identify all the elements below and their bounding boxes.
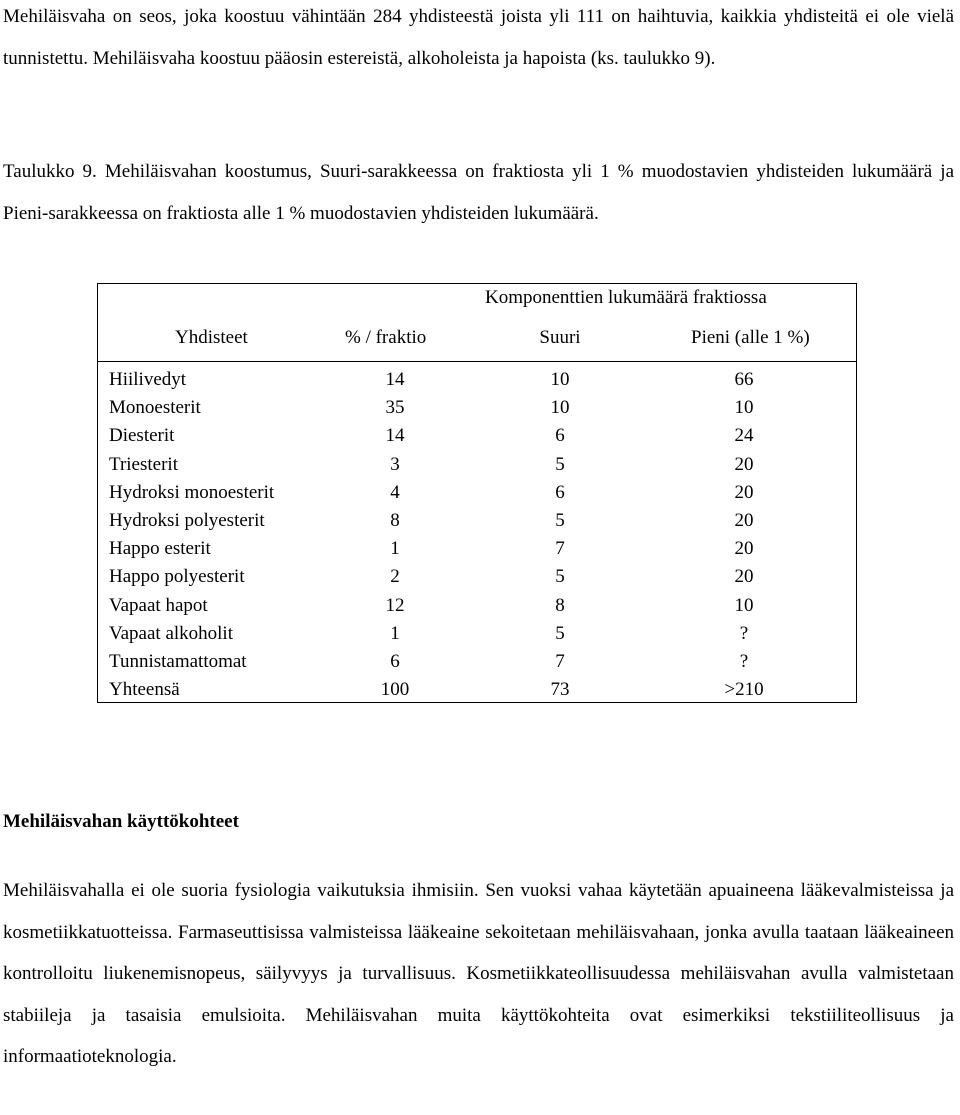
row-percent: 1 (390, 622, 400, 644)
intro-paragraph: Mehiläisvaha on seos, joka koostuu vähintään 284 yhdisteestä joista yli 111 on haihtuvia, kaikkia yhdisteitä ei ole vielä tunnistettu. Mehiläisvaha koostuu pääosin estereistä, alkoholeista ja hapoista (ks. taulukko 9). (3, 6, 954, 69)
row-large-count: 73 (550, 679, 570, 701)
row-small-count: 10 (734, 594, 754, 616)
row-percent: 14 (385, 425, 405, 447)
row-name: Hydroksi monoesterit (109, 481, 275, 503)
row-large-count: 10 (550, 369, 570, 390)
uses-paragraph: Mehiläisvahalla ei ole suoria fysiologia vaikutuksia ihmisiin. Sen vuoksi vahaa käytetään apuaineena lääkevalmisteissa ja kosmetiikkatuotteissa. Farmaseuttisissa valmisteissa lääkeaine sekoitetaan mehiläisvahaan, jonka avulla taataan lääkeaineen kontrolloitu liukenemisnopeus, säilyvyys ja turvallisuus. Kosmetiikkateollisuudessa mehiläisvahan avulla valmistetaan stabiileja ja tasaisia emulsioita. Mehiläisvahan muita käyttökohteita ovat esimerkiksi tekstiiliteollisuus ja informaatioteknologia. (3, 880, 954, 1067)
row-percent: 2 (390, 566, 400, 588)
row-small-count: 24 (734, 425, 754, 447)
table-caption: Taulukko 9. Mehiläisvahan koostumus, Suuri-sarakkeessa on fraktiosta yli 1 % muodostavien yhdisteiden lukumäärä ja Pieni-sarakkeessa on fraktiosta alle 1 % muodostavien yhdisteiden lukumäärä. (3, 161, 954, 224)
row-large-count: 5 (555, 622, 565, 644)
row-name: Yhteensä (109, 679, 180, 701)
row-small-count: 66 (734, 369, 754, 390)
row-percent: 3 (390, 453, 400, 475)
row-percent: 35 (385, 397, 405, 419)
header-small: Pieni (alle 1 %) (691, 327, 810, 348)
row-large-count: 5 (555, 453, 565, 475)
row-small-count: ? (739, 651, 749, 672)
row-large-count: 6 (555, 425, 565, 447)
row-small-count: 20 (734, 481, 754, 503)
row-percent: 14 (385, 369, 405, 390)
row-name: Triesterit (109, 453, 178, 475)
row-large-count: 7 (555, 651, 565, 672)
row-percent: 4 (390, 481, 400, 503)
header-large: Suuri (539, 327, 581, 348)
row-large-count: 6 (555, 481, 565, 503)
row-percent: 100 (380, 679, 410, 701)
row-name: Monoesterit (109, 397, 201, 419)
row-small-count: 10 (734, 397, 754, 419)
row-name: Tunnistamattomat (109, 651, 247, 672)
header-divider (98, 361, 856, 362)
header-percent: % / fraktio (345, 327, 427, 348)
row-name: Happo esterit (109, 538, 211, 560)
group-header: Komponenttien lukumäärä fraktiossa (485, 287, 767, 308)
row-name: Hiilivedyt (109, 369, 187, 390)
row-name: Happo polyesterit (109, 566, 245, 588)
row-small-count: 20 (734, 453, 754, 475)
section-heading: Mehiläisvahan käyttökohteet (3, 811, 239, 832)
composition-table (97, 283, 857, 703)
header-compound: Yhdisteet (175, 327, 248, 348)
row-small-count: 20 (734, 566, 754, 588)
row-small-count: 20 (734, 538, 754, 560)
row-large-count: 5 (555, 510, 565, 531)
row-percent: 6 (390, 651, 400, 672)
row-large-count: 8 (555, 594, 565, 616)
row-name: Vapaat hapot (109, 594, 208, 616)
row-large-count: 10 (550, 397, 570, 419)
row-name: Diesterit (109, 425, 175, 447)
row-name: Hydroksi polyesterit (109, 510, 265, 531)
row-percent: 12 (385, 594, 405, 616)
row-name: Vapaat alkoholit (109, 622, 233, 644)
row-large-count: 7 (555, 538, 565, 560)
row-small-count: ? (739, 622, 749, 644)
row-small-count: >210 (724, 679, 764, 701)
row-percent: 8 (390, 510, 400, 531)
row-small-count: 20 (734, 510, 754, 531)
row-percent: 1 (390, 538, 400, 560)
row-large-count: 5 (555, 566, 565, 588)
